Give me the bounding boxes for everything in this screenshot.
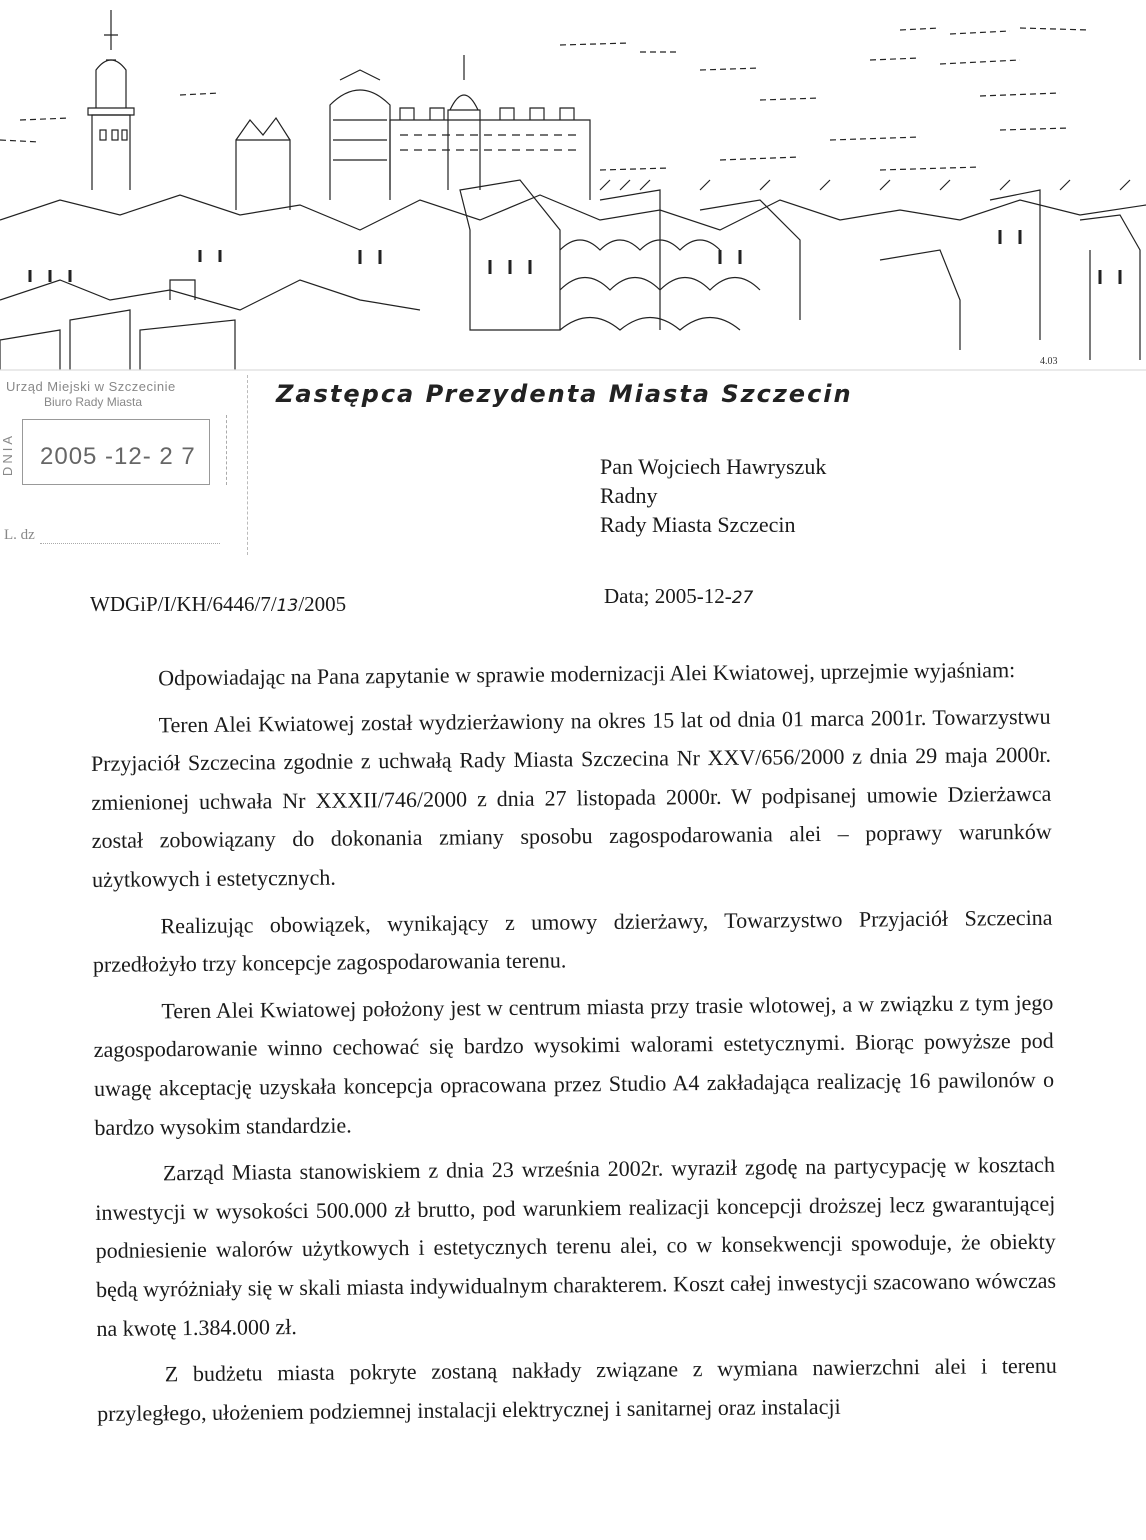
paragraph: Realizując obowiązek, wynikający z umowy dzierżawy, Towarzystwo Przyjaciół Szczecina przedłożyło trzy koncepcje zagospodarowania terenu. xyxy=(92,904,1053,978)
letter-body xyxy=(90,651,1057,1441)
date-handwritten-day: 27 xyxy=(731,588,754,608)
letter-date xyxy=(604,584,753,609)
reference-number xyxy=(90,592,346,617)
date-label: Data; 2005-12- xyxy=(604,584,732,608)
letterhead-title: Zastępca Prezydenta Miasta Szczecin xyxy=(276,380,853,408)
reference-prefix: WDGiP/I/KH/6446/7/ xyxy=(90,592,277,616)
panorama-drawing xyxy=(0,0,1146,375)
stamp-side-label: DNIA xyxy=(0,433,15,477)
addressee-block xyxy=(600,452,826,539)
stamp-org-line1: Urząd Miejski w Szczecinie xyxy=(6,379,176,394)
paragraph: Teren Alei Kwiatowej został wydzierżawiony na okres 15 lat od dnia 01 marca 2001r. Towarzystwu Przyjaciół Szczecina zgodnie z uchwałą Rady Miasta Szczecina Nr XXV/656/2000 z dnia 29 maja 2000r. zmienionej uchwała Nr XXXII/746/2000 z dnia 27 listopada 2000r. W podpisanej umowie Dzierżawca został zobowiązany do dokonania zmiany sposobu zagospodarowania alei – poprawy warunków użytkowych i estetycznych. xyxy=(90,703,1052,892)
stamp-org-line2: Biuro Rady Miasta xyxy=(44,395,143,409)
stamp-ldz-label: L. dz xyxy=(4,527,35,543)
reference-suffix: /2005 xyxy=(298,592,347,616)
registry-stamp xyxy=(0,375,252,555)
stamp-border xyxy=(247,375,248,555)
paragraph: Z budżetu miasta pokryte zostaną nakłady związane z wymiana nawierzchni alei i terenu przyległego, ułożeniem podziemnej instalacji elektrycznej i sanitarnej oraz instalacji xyxy=(97,1352,1057,1426)
reference-handwritten-number: 13 xyxy=(276,596,299,616)
stamp-number-box xyxy=(226,415,249,485)
addressee-body: Rady Miasta Szczecin xyxy=(600,512,796,537)
stamp-date: 2005 -12- 2 7 xyxy=(40,443,196,470)
paragraph: Teren Alei Kwiatowej położony jest w centrum miasta przy trasie wlotowej, a w związku z tym jego zagospodarowanie winno cechować się bardzo wysokimi walorami estetycznymi. Biorąc powyższe pod uwagę akceptację uzyskała koncepcja opracowana przez Studio A4 zakładająca realizację 16 pawilonów o bardzo wysokim standardzie. xyxy=(93,989,1055,1140)
addressee-name: Pan Wojciech Hawryszuk xyxy=(600,454,827,479)
letterhead-city-panorama xyxy=(0,0,1146,375)
addressee-role: Radny xyxy=(600,483,658,508)
paragraph: Odpowiadając na Pana zapytanie w sprawie modernizacji Alei Kwiatowej, uprzejmie wyjaśniam: xyxy=(158,657,1016,691)
stamp-ldz-line xyxy=(40,543,220,544)
paragraph: Zarząd Miasta stanowiskiem z dnia 23 września 2002r. wyraził zgodę na partycypację w kosztach inwestycji w wysokości 500.000 zł brutto, pod warunkiem realizacji koncepcji droższej lecz gwarantującej podniesienie walorów użytkowych i estetycznych terenu alei, co w konsekwencji spowoduje, że obiekty będą wyróżniały się w skali miasta indywidualnym charakterem. Koszt całej inwestycji szacowano wówczas na kwotę 1.384.000 zł. xyxy=(95,1151,1057,1341)
artist-mark: 4.03 xyxy=(1040,356,1058,367)
